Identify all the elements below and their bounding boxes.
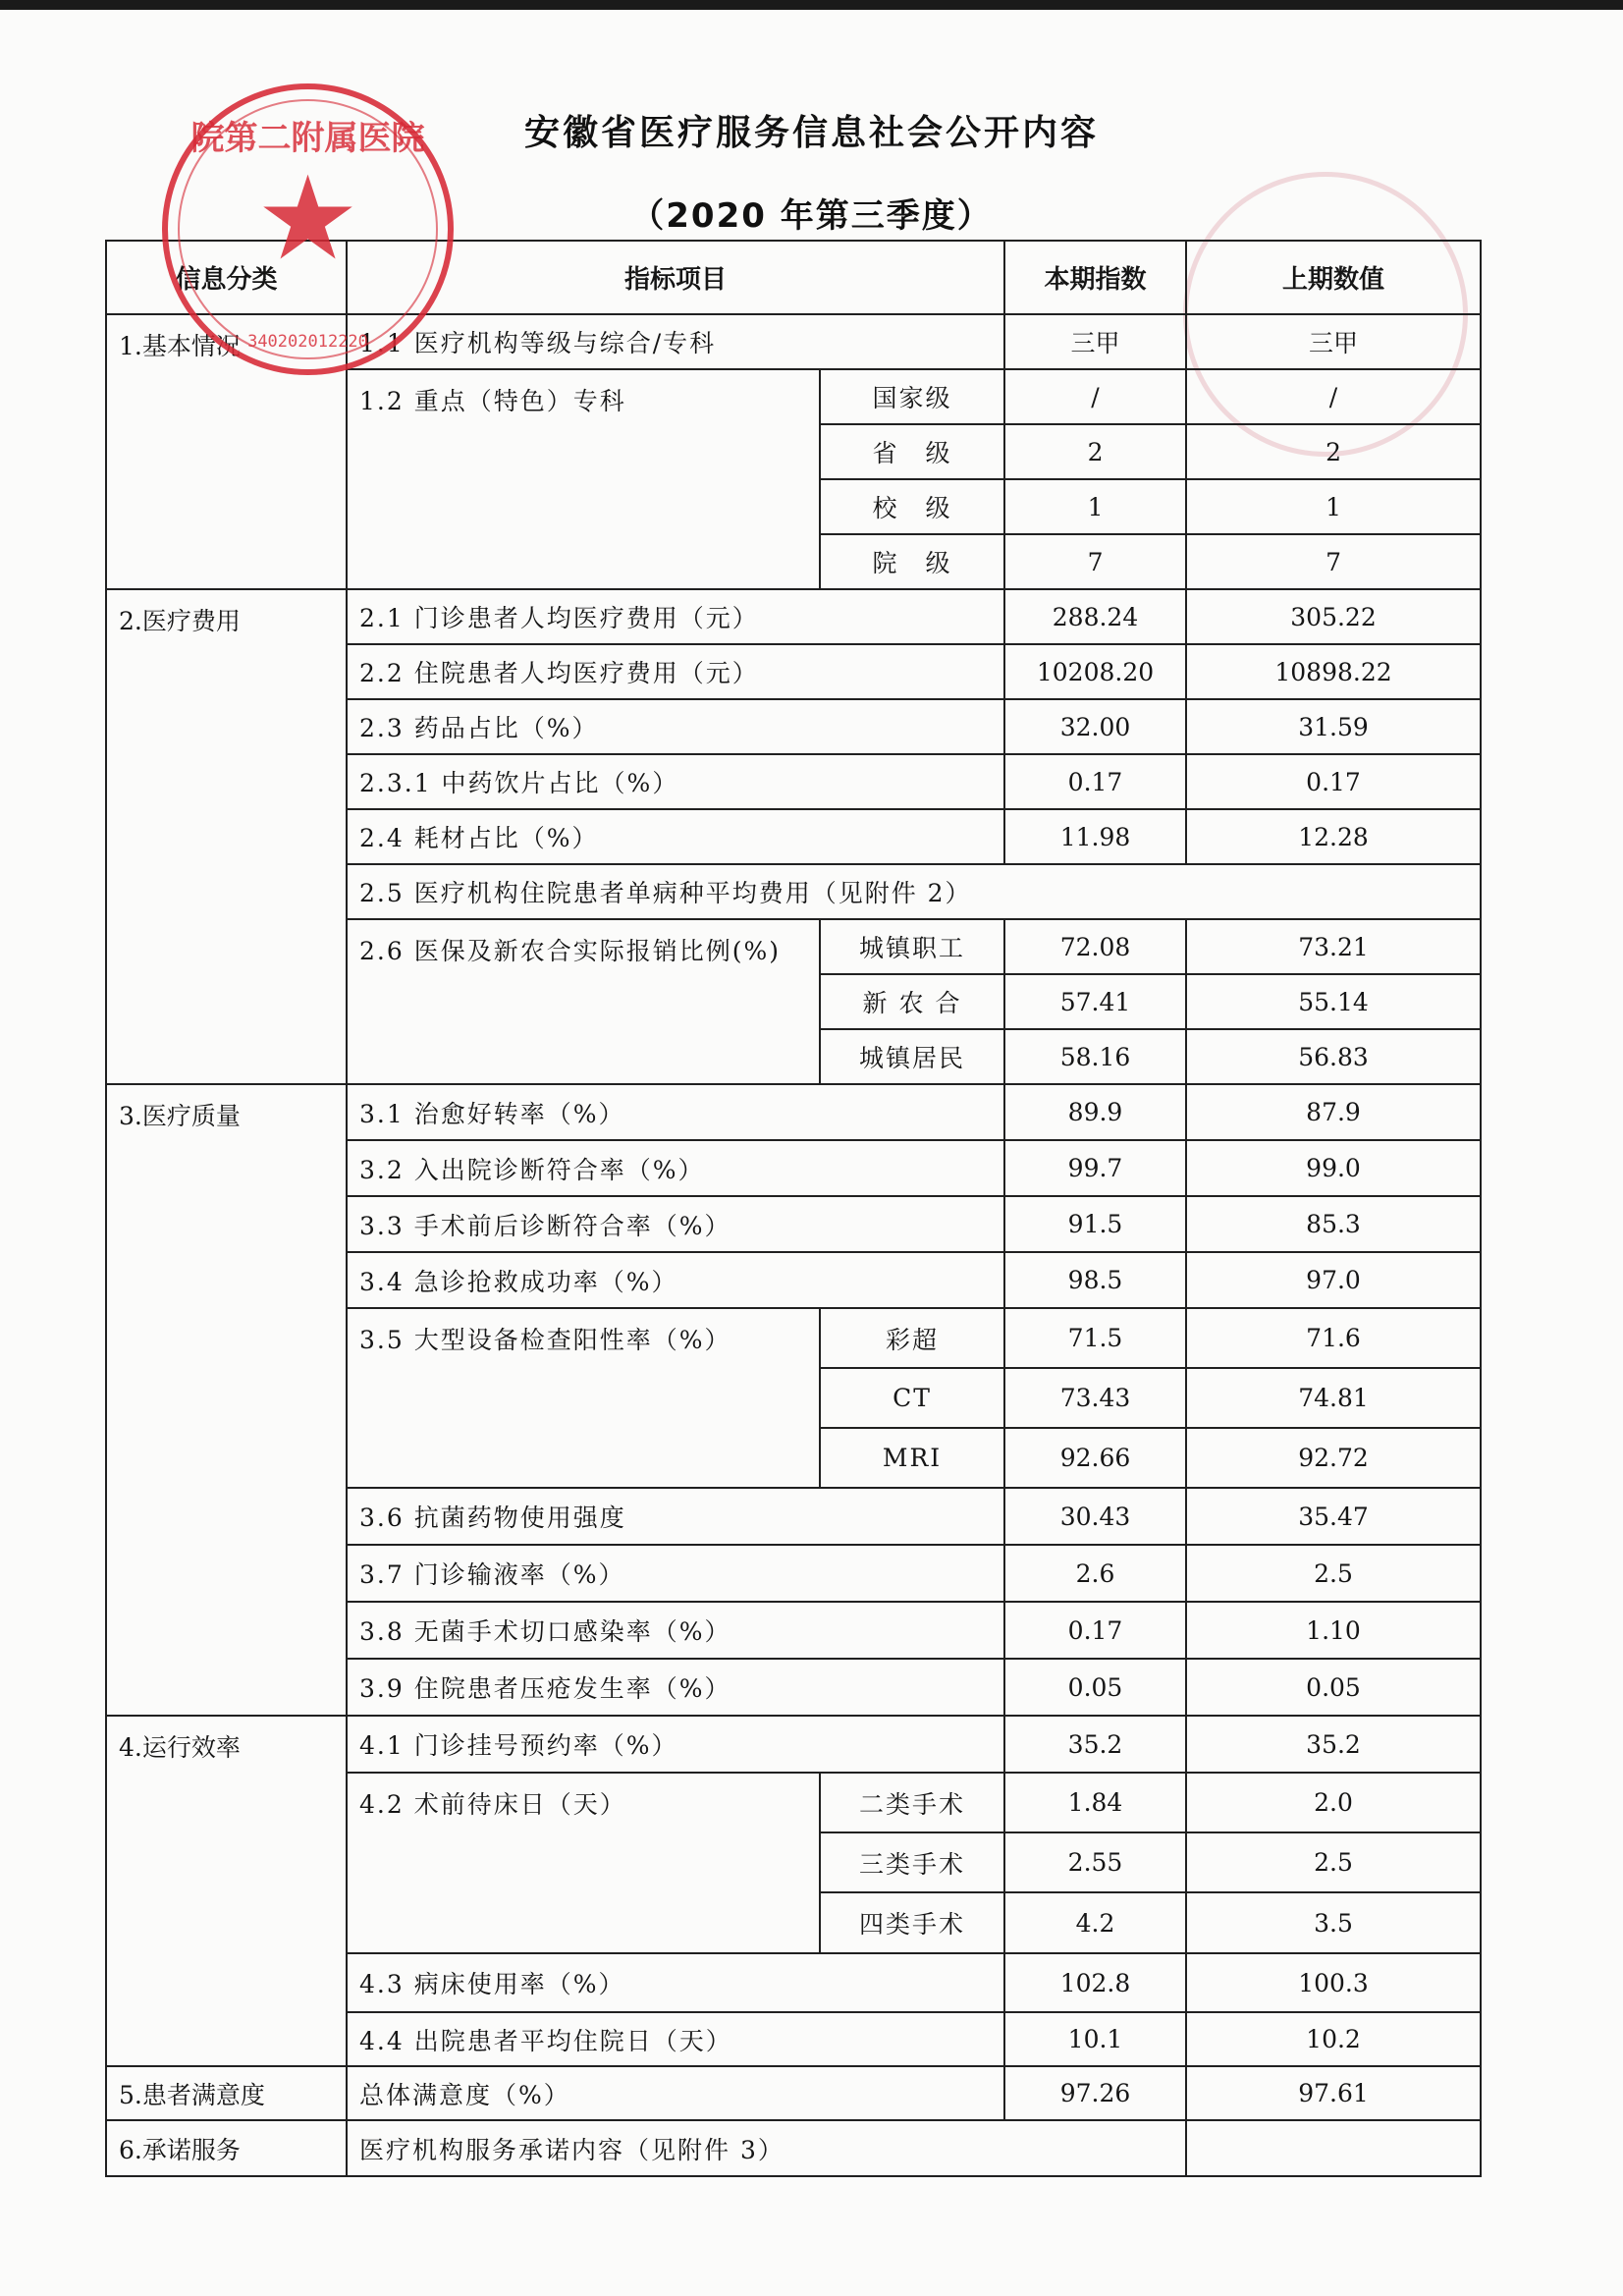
indicator-cell: 2.1 门诊患者人均医疗费用（元） [347,589,1004,644]
previous-value: 74.81 [1186,1368,1481,1428]
indicator-cell: 3.3 手术前后诊断符合率（%） [347,1196,1004,1252]
header-current: 本期指数 [1004,241,1186,314]
previous-value: 92.72 [1186,1428,1481,1488]
current-value: 2.6 [1004,1545,1186,1602]
report-table [105,240,1482,2177]
indicator-cell: 4.1 门诊挂号预约率（%） [347,1716,1004,1773]
header-category: 信息分类 [106,241,347,314]
table-row [106,589,1481,644]
previous-value: 1.10 [1186,1602,1481,1659]
table-row [106,1084,1481,1140]
previous-value: 12.28 [1186,809,1481,864]
empty-cell [1186,2120,1481,2176]
current-value: 0.05 [1004,1659,1186,1716]
current-value: 1 [1004,479,1186,534]
header-indicator: 指标项目 [347,241,1004,314]
sub-category: 三类手术 [820,1832,1004,1892]
previous-value: 7 [1186,534,1481,589]
current-value: 102.8 [1004,1953,1186,2012]
seal-code: 340202012220 [247,332,368,352]
scan-top-edge [0,0,1623,10]
previous-value: 3.5 [1186,1892,1481,1953]
indicator-cell: 3.1 治愈好转率（%） [347,1084,1004,1140]
indicator-cell: 4.2 术前待床日（天） [347,1773,820,1953]
indicator-cell: 3.8 无菌手术切口感染率（%） [347,1602,1004,1659]
previous-value: 305.22 [1186,589,1481,644]
document-title: 安徽省医疗服务信息社会公开内容 [523,113,1099,153]
previous-value: 0.05 [1186,1659,1481,1716]
current-value: 91.5 [1004,1196,1186,1252]
indicator-cell: 总体满意度（%） [347,2066,1004,2120]
indicator-cell: 2.6 医保及新农合实际报销比例(%) [347,919,820,1084]
section-cost: 2.医疗费用 [106,589,347,1084]
document-subtitle: （2020 年第三季度） [630,196,993,236]
sub-category: 二类手术 [820,1773,1004,1832]
table-row [106,2120,1481,2176]
previous-value: 73.21 [1186,919,1481,974]
current-value: 2 [1004,424,1186,479]
current-value: 92.66 [1004,1428,1186,1488]
sub-category: 城镇职工 [820,919,1004,974]
previous-value: 10.2 [1186,2012,1481,2066]
current-value: / [1004,369,1186,424]
official-seal [162,83,454,375]
sub-category: 院 级 [820,534,1004,589]
previous-value: 71.6 [1186,1308,1481,1368]
current-value: 10208.20 [1004,644,1186,699]
previous-value: 2 [1186,424,1481,479]
indicator-cell: 3.7 门诊输液率（%） [347,1545,1004,1602]
sub-category: 国家级 [820,369,1004,424]
section-quality: 3.医疗质量 [106,1084,347,1716]
current-value: 32.00 [1004,699,1186,754]
current-value: 0.17 [1004,1602,1186,1659]
sub-category: MRI [820,1428,1004,1488]
indicator-cell: 3.5 大型设备检查阳性率（%） [347,1308,820,1488]
previous-value: 56.83 [1186,1029,1481,1084]
seal-star-icon: ★ [255,150,360,286]
indicator-cell: 3.9 住院患者压疮发生率（%） [347,1659,1004,1716]
indicator-cell: 4.3 病床使用率（%） [347,1953,1004,2012]
current-value: 73.43 [1004,1368,1186,1428]
section-commitment: 6.承诺服务 [106,2120,347,2176]
sub-category: 新 农 合 [820,974,1004,1029]
indicator-cell: 4.4 出院患者平均住院日（天） [347,2012,1004,2066]
section-basic: 1.基本情况 [106,314,347,589]
sub-category: 四类手术 [820,1892,1004,1953]
current-value: 三甲 [1004,314,1186,369]
current-value: 288.24 [1004,589,1186,644]
previous-value: 35.47 [1186,1488,1481,1545]
current-value: 99.7 [1004,1140,1186,1196]
table-row [106,1716,1481,1773]
header-previous: 上期数值 [1186,241,1481,314]
indicator-cell: 2.2 住院患者人均医疗费用（元） [347,644,1004,699]
previous-value: 10898.22 [1186,644,1481,699]
previous-value: 100.3 [1186,1953,1481,2012]
previous-value: 87.9 [1186,1084,1481,1140]
section-satisfaction: 5.患者满意度 [106,2066,347,2120]
indicator-cell: 2.5 医疗机构住院患者单病种平均费用（见附件 2） [347,864,1481,919]
previous-value: 31.59 [1186,699,1481,754]
indicator-cell: 1.2 重点（特色）专科 [347,369,820,589]
indicator-cell: 医疗机构服务承诺内容（见附件 3） [347,2120,1186,2176]
previous-value: / [1186,369,1481,424]
previous-value: 99.0 [1186,1140,1481,1196]
indicator-cell: 3.6 抗菌药物使用强度 [347,1488,1004,1545]
previous-value: 1 [1186,479,1481,534]
sub-category: 省 级 [820,424,1004,479]
current-value: 30.43 [1004,1488,1186,1545]
sub-category: 城镇居民 [820,1029,1004,1084]
previous-value: 2.5 [1186,1832,1481,1892]
current-value: 97.26 [1004,2066,1186,2120]
previous-value: 85.3 [1186,1196,1481,1252]
indicator-cell: 1.1 医疗机构等级与综合/专科 [347,314,1004,369]
sub-category: CT [820,1368,1004,1428]
current-value: 4.2 [1004,1892,1186,1953]
indicator-cell: 2.3 药品占比（%） [347,699,1004,754]
seal-arc-text: 院第二附属医院 [190,119,425,158]
current-value: 58.16 [1004,1029,1186,1084]
current-value: 72.08 [1004,919,1186,974]
previous-value: 55.14 [1186,974,1481,1029]
sub-category: 校 级 [820,479,1004,534]
sub-category: 彩超 [820,1308,1004,1368]
previous-value: 35.2 [1186,1716,1481,1773]
current-value: 7 [1004,534,1186,589]
indicator-cell: 2.4 耗材占比（%） [347,809,1004,864]
current-value: 98.5 [1004,1252,1186,1308]
previous-value: 2.0 [1186,1773,1481,1832]
current-value: 0.17 [1004,754,1186,809]
current-value: 1.84 [1004,1773,1186,1832]
indicator-cell: 3.4 急诊抢救成功率（%） [347,1252,1004,1308]
current-value: 2.55 [1004,1832,1186,1892]
current-value: 10.1 [1004,2012,1186,2066]
current-value: 35.2 [1004,1716,1186,1773]
previous-value: 2.5 [1186,1545,1481,1602]
indicator-cell: 2.3.1 中药饮片占比（%） [347,754,1004,809]
previous-value: 97.0 [1186,1252,1481,1308]
section-efficiency: 4.运行效率 [106,1716,347,2066]
previous-value: 三甲 [1186,314,1481,369]
current-value: 57.41 [1004,974,1186,1029]
table-row [106,2066,1481,2120]
current-value: 71.5 [1004,1308,1186,1368]
previous-value: 0.17 [1186,754,1481,809]
current-value: 11.98 [1004,809,1186,864]
current-value: 89.9 [1004,1084,1186,1140]
previous-value: 97.61 [1186,2066,1481,2120]
indicator-cell: 3.2 入出院诊断符合率（%） [347,1140,1004,1196]
